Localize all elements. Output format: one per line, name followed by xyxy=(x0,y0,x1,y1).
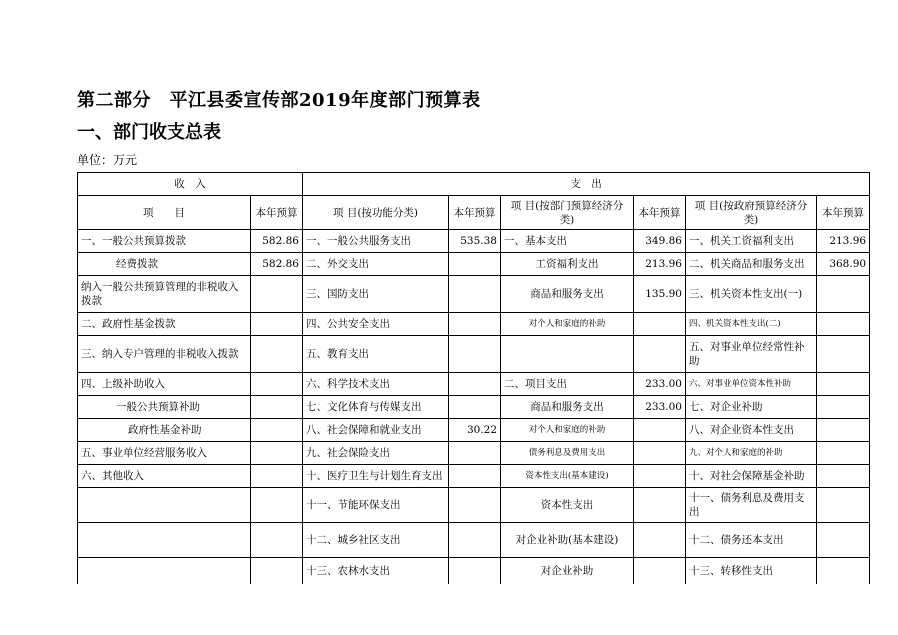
dept-budget-cell xyxy=(634,336,686,373)
gov-budget-cell xyxy=(817,442,870,465)
dept-item-cell: 工资福利支出 xyxy=(501,253,634,276)
table-row xyxy=(78,523,870,558)
expense-group-header: 支 出 xyxy=(303,173,870,196)
gov-item-cell: 十一、债务利息及费用支出 xyxy=(686,488,817,523)
func-budget-cell xyxy=(449,465,501,488)
func-budget-cell xyxy=(449,373,501,396)
table-row xyxy=(78,373,870,396)
gov-budget-cell xyxy=(817,336,870,373)
gov-item-cell: 十二、债务还本支出 xyxy=(686,523,817,558)
income-budget-cell: 582.86 xyxy=(251,230,303,253)
income-item-cell: 五、事业单位经营服务收入 xyxy=(78,442,251,465)
func-budget-cell xyxy=(449,253,501,276)
gov-budget-cell xyxy=(817,396,870,419)
func-item-cell: 五、教育支出 xyxy=(303,336,449,373)
table-row xyxy=(78,336,870,373)
income-group-header: 收 入 xyxy=(78,173,303,196)
func-budget-cell: 535.38 xyxy=(449,230,501,253)
dept-item-cell: 一、基本支出 xyxy=(501,230,634,253)
gov-item-header: 项 目(按政府预算经济分类) xyxy=(686,196,817,230)
dept-budget-cell: 233.00 xyxy=(634,396,686,419)
gov-item-cell: 四、机关资本性支出(二) xyxy=(686,313,817,336)
income-budget-cell xyxy=(251,336,303,373)
dept-budget-cell xyxy=(634,558,686,584)
func-item-cell: 二、外交支出 xyxy=(303,253,449,276)
income-item-cell: 六、其他收入 xyxy=(78,465,251,488)
gov-budget-cell xyxy=(817,313,870,336)
dept-budget-cell xyxy=(634,313,686,336)
income-budget-cell xyxy=(251,442,303,465)
gov-item-cell: 五、对事业单位经常性补助 xyxy=(686,336,817,373)
table-row xyxy=(78,313,870,336)
gov-budget-cell xyxy=(817,465,870,488)
income-budget-cell xyxy=(251,488,303,523)
func-item-cell: 七、文化体育与传媒支出 xyxy=(303,396,449,419)
dept-budget-cell: 213.96 xyxy=(634,253,686,276)
func-item-cell: 三、国防支出 xyxy=(303,276,449,313)
section-title: 一、部门收支总表 xyxy=(77,122,221,143)
func-item-cell: 四、公共安全支出 xyxy=(303,313,449,336)
dept-item-header: 项 目(按部门预算经济分类) xyxy=(501,196,634,230)
dept-item-cell: 商品和服务支出 xyxy=(501,276,634,313)
page-title: 第二部分 平江县委宣传部2019年度部门预算表 xyxy=(77,90,481,111)
dept-budget-cell: 233.00 xyxy=(634,373,686,396)
unit-label: 单位：万元 xyxy=(77,153,138,167)
func-budget-header: 本年预算 xyxy=(449,196,501,230)
func-item-cell: 九、社会保险支出 xyxy=(303,442,449,465)
income-item-cell: 经费拨款 xyxy=(78,253,251,276)
dept-item-cell: 二、项目支出 xyxy=(501,373,634,396)
income-item-cell xyxy=(78,488,251,523)
income-item-header: 项 目 xyxy=(78,196,251,230)
dept-item-cell: 债务利息及费用支出 xyxy=(501,442,634,465)
func-item-header: 项 目(按功能分类) xyxy=(303,196,449,230)
func-budget-cell xyxy=(449,523,501,558)
gov-budget-cell: 368.90 xyxy=(817,253,870,276)
table-row xyxy=(78,396,870,419)
func-item-cell: 十二、城乡社区支出 xyxy=(303,523,449,558)
dept-budget-cell xyxy=(634,419,686,442)
income-budget-cell xyxy=(251,373,303,396)
income-budget-cell xyxy=(251,276,303,313)
income-budget-cell xyxy=(251,558,303,584)
func-budget-cell xyxy=(449,276,501,313)
dept-item-cell: 对个人和家庭的补助 xyxy=(501,419,634,442)
table-row xyxy=(78,276,870,313)
income-item-cell: 二、政府性基金拨款 xyxy=(78,313,251,336)
gov-budget-header: 本年预算 xyxy=(817,196,870,230)
gov-item-cell: 八、对企业资本性支出 xyxy=(686,419,817,442)
dept-item-cell: 对企业补助 xyxy=(501,558,634,584)
table-row xyxy=(78,488,870,523)
income-item-cell: 一、一般公共预算拨款 xyxy=(78,230,251,253)
income-item-cell xyxy=(78,523,251,558)
gov-item-cell: 七、对企业补助 xyxy=(686,396,817,419)
func-item-cell: 八、社会保障和就业支出 xyxy=(303,419,449,442)
income-budget-cell xyxy=(251,465,303,488)
income-item-cell: 政府性基金补助 xyxy=(78,419,251,442)
table-row xyxy=(78,465,870,488)
gov-item-cell: 二、机关商品和服务支出 xyxy=(686,253,817,276)
income-item-cell: 三、纳入专户管理的非税收入拨款 xyxy=(78,336,251,373)
func-item-cell: 十、医疗卫生与计划生育支出 xyxy=(303,465,449,488)
dept-budget-cell xyxy=(634,465,686,488)
dept-budget-cell xyxy=(634,523,686,558)
func-budget-cell xyxy=(449,396,501,419)
dept-item-cell: 对个人和家庭的补助 xyxy=(501,313,634,336)
income-budget-cell xyxy=(251,396,303,419)
func-item-cell: 一、一般公共服务支出 xyxy=(303,230,449,253)
gov-budget-cell xyxy=(817,373,870,396)
gov-budget-cell xyxy=(817,558,870,584)
table-row xyxy=(78,558,870,584)
gov-budget-cell xyxy=(817,523,870,558)
income-item-cell: 四、上级补助收入 xyxy=(78,373,251,396)
gov-budget-cell xyxy=(817,419,870,442)
table-row xyxy=(78,230,870,253)
budget-summary-table xyxy=(77,172,870,584)
func-budget-cell xyxy=(449,558,501,584)
dept-budget-cell xyxy=(634,442,686,465)
gov-budget-cell xyxy=(817,488,870,523)
income-item-cell: 一般公共预算补助 xyxy=(78,396,251,419)
dept-budget-header: 本年预算 xyxy=(634,196,686,230)
gov-item-cell: 一、机关工资福利支出 xyxy=(686,230,817,253)
income-budget-cell xyxy=(251,523,303,558)
func-item-cell: 六、科学技术支出 xyxy=(303,373,449,396)
dept-item-cell: 资本性支出 xyxy=(501,488,634,523)
income-item-cell: 纳入一般公共预算管理的非税收入拨款 xyxy=(78,276,251,313)
income-budget-cell: 582.86 xyxy=(251,253,303,276)
income-budget-cell xyxy=(251,419,303,442)
func-budget-cell: 30.22 xyxy=(449,419,501,442)
func-item-cell: 十三、农林水支出 xyxy=(303,558,449,584)
gov-budget-cell xyxy=(817,276,870,313)
func-budget-cell xyxy=(449,313,501,336)
dept-item-cell: 资本性支出(基本建设) xyxy=(501,465,634,488)
gov-item-cell: 三、机关资本性支出(一) xyxy=(686,276,817,313)
dept-budget-cell: 349.86 xyxy=(634,230,686,253)
gov-item-cell: 九、对个人和家庭的补助 xyxy=(686,442,817,465)
func-budget-cell xyxy=(449,336,501,373)
income-budget-cell xyxy=(251,313,303,336)
gov-budget-cell: 213.96 xyxy=(817,230,870,253)
gov-item-cell: 十、对社会保障基金补助 xyxy=(686,465,817,488)
dept-budget-cell: 135.90 xyxy=(634,276,686,313)
dept-budget-cell xyxy=(634,488,686,523)
gov-item-cell: 六、对事业单位资本性补助 xyxy=(686,373,817,396)
gov-item-cell: 十三、转移性支出 xyxy=(686,558,817,584)
func-budget-cell xyxy=(449,442,501,465)
table-row xyxy=(78,419,870,442)
table-row xyxy=(78,253,870,276)
income-budget-header: 本年预算 xyxy=(251,196,303,230)
func-budget-cell xyxy=(449,488,501,523)
table-row xyxy=(78,442,870,465)
dept-item-cell xyxy=(501,336,634,373)
income-item-cell xyxy=(78,558,251,584)
dept-item-cell: 商品和服务支出 xyxy=(501,396,634,419)
func-item-cell: 十一、节能环保支出 xyxy=(303,488,449,523)
dept-item-cell: 对企业补助(基本建设) xyxy=(501,523,634,558)
